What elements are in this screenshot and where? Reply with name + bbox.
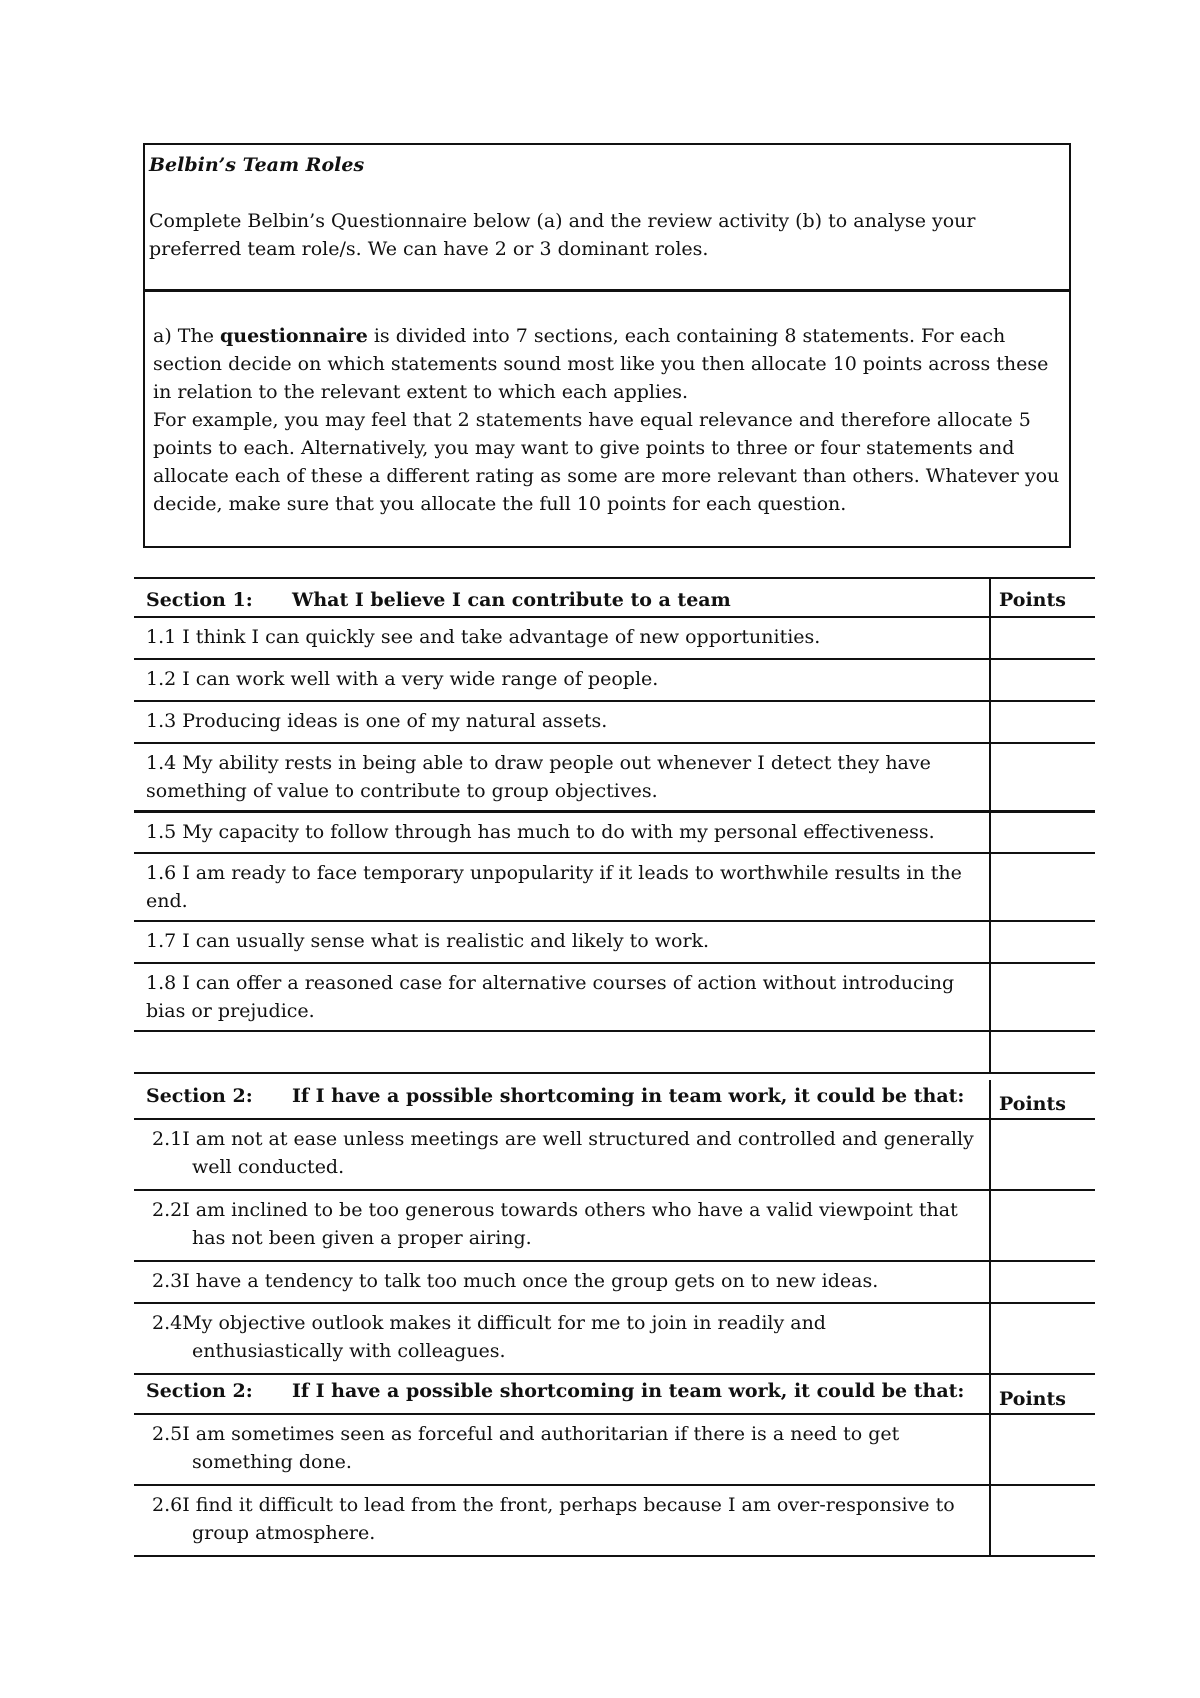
statement-number: 2.2	[152, 1199, 183, 1221]
points-input-cell[interactable]	[990, 963, 1095, 1031]
statement-text: I think I can quickly see and take advantage of new opportunities.	[182, 626, 821, 648]
statement-cell	[134, 921, 990, 963]
statement-cell	[134, 743, 990, 811]
spacer-points-cell	[990, 1031, 1095, 1073]
section-label: Section 2:	[146, 1085, 253, 1107]
intro-text: Complete Belbin’s Questionnaire below (a) and the review activity (b) to analyse your preferred team role/s. We can have 2 or 3 dominant roles.	[149, 210, 976, 260]
table-row	[134, 1414, 1095, 1485]
table-row	[134, 617, 1095, 659]
section-header-cell	[134, 578, 990, 617]
statement-text: I am inclined to be too generous towards others who have a valid viewpoint that has not been given a proper airing.	[182, 1199, 958, 1249]
intro-box	[143, 143, 1071, 291]
section-2-table	[134, 1080, 1095, 1557]
statement-number: 2.6	[152, 1494, 183, 1516]
table-row	[134, 701, 1095, 743]
points-input-cell[interactable]	[990, 1190, 1095, 1261]
statement-number: 1.3	[146, 710, 177, 732]
table-row	[134, 1303, 1095, 1374]
table-row	[134, 659, 1095, 701]
document-title: Belbin’s Team Roles	[149, 154, 365, 176]
statement-text: I can work well with a very wide range of people.	[182, 668, 659, 690]
statement-text: My capacity to follow through has much to do with my personal effectiveness.	[182, 820, 935, 843]
points-input-cell[interactable]	[990, 617, 1095, 659]
statement-cell	[134, 1414, 990, 1485]
points-input-cell[interactable]	[990, 921, 1095, 963]
spacer-row	[134, 1031, 1095, 1073]
points-input-cell[interactable]	[990, 659, 1095, 701]
statement-text: I can usually sense what is realistic and likely to work.	[182, 930, 710, 952]
statement-cell	[134, 1190, 990, 1261]
points-input-cell[interactable]	[990, 853, 1095, 921]
section-2-header	[134, 1080, 1095, 1119]
points-header: Points	[990, 578, 1095, 617]
statement-number: 2.5	[152, 1423, 183, 1445]
statement-number: 1.2	[146, 668, 177, 690]
statement-text: I can offer a reasoned case for alternative courses of action without introducing bias or prejudice.	[146, 972, 955, 1022]
section-header-cell	[134, 1080, 990, 1119]
statement-text: My ability rests in being able to draw people out whenever I detect they have something of value to contribute to group objectives.	[146, 752, 931, 802]
statement-text: I am not at ease unless meetings are well structured and controlled and generally well conducted.	[182, 1128, 974, 1178]
points-header: Points	[990, 1080, 1095, 1119]
points-header: Points	[990, 1374, 1095, 1414]
statement-text: I have a tendency to talk too much once the group gets on to new ideas.	[182, 1270, 879, 1292]
statement-cell	[134, 701, 990, 743]
statement-number: 2.3	[152, 1270, 183, 1292]
instructions-rest: is divided into 7 sections, each containing 8 statements. For each section decide on which statements sound most like you then allocate 10 points across these in relation to the relevant extent to which each applies.	[153, 325, 1049, 403]
points-input-cell[interactable]	[990, 701, 1095, 743]
statement-number: 1.1	[146, 626, 177, 648]
instructions-box	[143, 290, 1071, 548]
section-label: Section 2:	[146, 1380, 253, 1402]
statement-cell	[134, 617, 990, 659]
statement-text: I am sometimes seen as forceful and authoritarian if there is a need to get something done.	[182, 1423, 900, 1473]
table-row	[134, 811, 1095, 853]
statement-number: 1.8	[146, 972, 177, 994]
statement-cell	[134, 963, 990, 1031]
points-input-cell[interactable]	[990, 1119, 1095, 1190]
table-row	[134, 853, 1095, 921]
section-label: Section 1:	[146, 589, 253, 611]
section-2-continued-header	[134, 1374, 1095, 1414]
table-row	[134, 743, 1095, 811]
table-row	[134, 1119, 1095, 1190]
instructions-example: For example, you may feel that 2 statements have equal relevance and therefore allocate 5 points to each. Alternatively, you may want to give points to three or four statements and allocate each of these a different rating as some are more relevant than others. Whatever you decide, make sure that you allocate the full 10 points for each question.	[153, 409, 1060, 515]
section-title: If I have a possible shortcoming in team work, it could be that:	[292, 1085, 965, 1107]
instructions-paragraph	[153, 322, 1061, 406]
points-input-cell[interactable]	[990, 1485, 1095, 1556]
statement-number: 1.6	[146, 862, 177, 884]
table-row	[134, 1190, 1095, 1261]
statement-text: Producing ideas is one of my natural assets.	[182, 710, 608, 732]
section-header-cell	[134, 1374, 990, 1414]
section-title: If I have a possible shortcoming in team work, it could be that:	[292, 1380, 965, 1402]
table-row	[134, 963, 1095, 1031]
points-input-cell[interactable]	[990, 1414, 1095, 1485]
statement-text: My objective outlook makes it difficult for me to join in readily and enthusiastically with colleagues.	[182, 1312, 826, 1362]
table-row	[134, 921, 1095, 963]
statement-cell	[134, 853, 990, 921]
statement-number: 2.4	[152, 1312, 183, 1334]
instructions-bold-word: questionnaire	[219, 325, 368, 347]
statement-cell	[134, 1119, 990, 1190]
statement-number: 2.1	[152, 1128, 183, 1150]
points-input-cell[interactable]	[990, 1261, 1095, 1303]
section-title: What I believe I can contribute to a team	[292, 589, 731, 611]
statement-text: I am ready to face temporary unpopularity if it leads to worthwhile results in the end.	[146, 862, 962, 912]
statement-cell	[134, 1485, 990, 1556]
section-1-header	[134, 578, 1095, 617]
table-row	[134, 1261, 1095, 1303]
statement-cell	[134, 659, 990, 701]
instructions-prefix: a) The	[153, 325, 220, 347]
statement-text: I find it difficult to lead from the front, perhaps because I am over-responsive to group atmosphere.	[182, 1494, 955, 1544]
section-1-table	[134, 577, 1095, 1074]
points-input-cell[interactable]	[990, 1303, 1095, 1374]
statement-cell	[134, 1303, 990, 1374]
statement-cell	[134, 1261, 990, 1303]
spacer-cell	[134, 1031, 990, 1073]
statement-cell	[134, 811, 990, 853]
statement-number: 1.4	[146, 752, 177, 774]
points-input-cell[interactable]	[990, 811, 1095, 853]
table-row	[134, 1485, 1095, 1556]
points-input-cell[interactable]	[990, 743, 1095, 811]
statement-number: 1.5	[146, 820, 177, 843]
statement-number: 1.7	[146, 930, 177, 952]
